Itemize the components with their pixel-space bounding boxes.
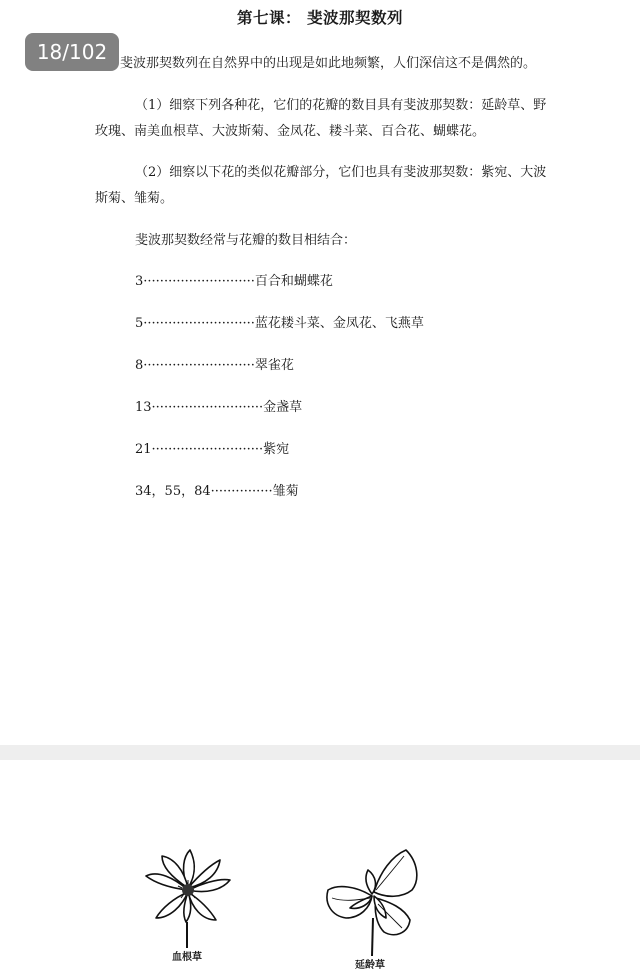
page-separator	[0, 745, 640, 760]
petal-flowers: 紫宛	[263, 442, 290, 457]
petal-flowers: 百合和蝴蝶花	[254, 274, 333, 289]
petal-list-item	[135, 356, 294, 376]
petal-number: 3	[135, 274, 144, 289]
petal-list-item	[135, 398, 302, 418]
leader-dots: ···························	[143, 316, 255, 331]
leader-dots: ···························	[143, 358, 255, 373]
bloodroot-flower-icon	[140, 848, 236, 948]
leader-dots: ···············	[210, 484, 273, 499]
leader-dots: ···························	[151, 442, 264, 457]
petal-number: 34，55，84	[135, 484, 211, 499]
intro-paragraph: 斐波那契数列在自然界中的出现是如此地频繁，人们深信这不是偶然的。	[120, 56, 537, 71]
paragraph-flowers-2: （2）细察以下花的类似花瓣部分，它们也具有斐波那契数：紫宛、大波斯菊、雏菊。	[95, 165, 547, 206]
petal-flowers: 蓝花耧斗菜、金凤花、飞燕草	[254, 316, 424, 331]
petal-number: 13	[135, 400, 152, 415]
petal-number: 5	[135, 316, 144, 331]
petal-list-item	[135, 272, 333, 292]
petal-number: 8	[135, 358, 144, 373]
paragraph-petal-intro: 斐波那契数经常与花瓣的数目相结合：	[135, 233, 357, 248]
trillium-flower-icon	[320, 848, 424, 956]
figure-label: 血根草	[172, 952, 202, 963]
page-indicator-badge: 18/102	[25, 33, 119, 71]
petal-list-item	[135, 440, 289, 460]
petal-flowers: 金盏草	[263, 400, 303, 415]
petal-list-item	[135, 482, 299, 502]
lesson-title: 第七课： 斐波那契数列	[237, 8, 403, 27]
leader-dots: ···························	[151, 400, 264, 415]
document-page-2	[0, 760, 640, 975]
petal-flowers: 翠雀花	[254, 358, 294, 373]
figure-label: 延龄草	[355, 960, 385, 971]
petal-number: 21	[135, 442, 152, 457]
petal-list-item	[135, 314, 424, 334]
leader-dots: ···························	[143, 274, 255, 289]
paragraph-flowers-1: （1）细察下列各种花，它们的花瓣的数目具有斐波那契数：延龄草、野玫瑰、南美血根草、大波斯菊、金凤花、耧斗菜、百合花、蝴蝶花。	[95, 98, 547, 139]
petal-flowers: 雏菊	[272, 484, 299, 499]
